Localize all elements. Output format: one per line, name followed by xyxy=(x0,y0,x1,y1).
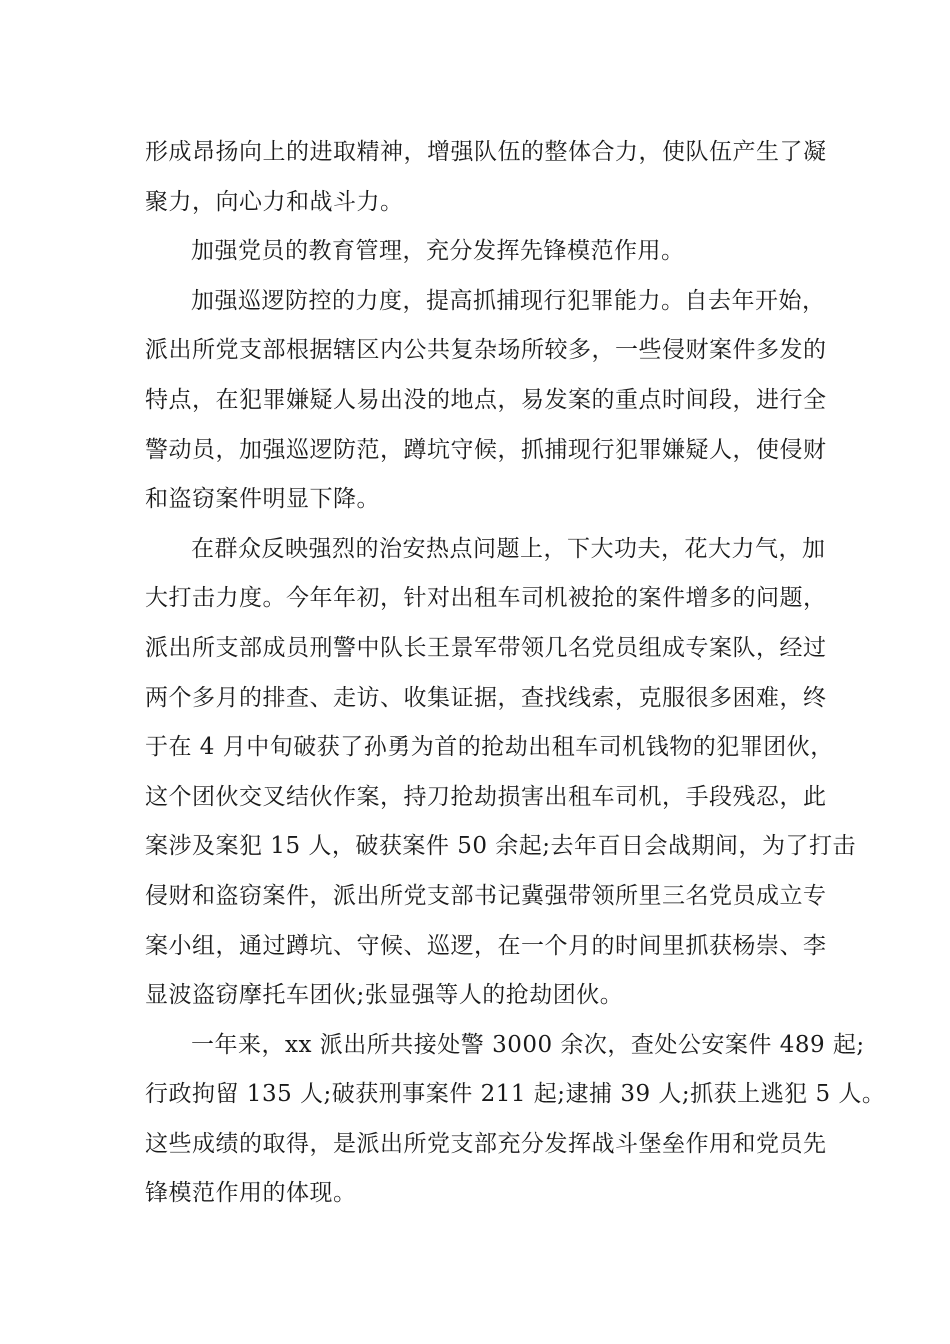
text-line: 特点，在犯罪嫌疑人易出没的地点，易发案的重点时间段，进行全 xyxy=(145,386,827,413)
document-body xyxy=(145,128,886,1219)
text-line: 显波盗窃摩托车团伙;张显强等人的抢劫团伙。 xyxy=(145,982,624,1009)
paragraph-party-education xyxy=(145,227,810,277)
text-line: 行政拘留 135 人;破获刑事案件 211 起;逮捕 39 人;抓获上逃犯 5 人。 xyxy=(145,1081,886,1108)
text-line: 派出所支部成员刑警中队长王景军带领几名党员组成专案队，经过 xyxy=(145,634,827,661)
text-line: 加强党员的教育管理，充分发挥先锋模范作用。 xyxy=(191,238,685,265)
text-line: 形成昂扬向上的进取精神，增强队伍的整体合力，使队伍产生了凝 xyxy=(145,139,827,165)
text-line: 案小组，通过蹲坑、守候、巡逻，在一个月的时间里抓获杨崇、李 xyxy=(145,932,827,959)
paragraph-patrol xyxy=(145,277,827,525)
text-line: 于在 4 月中旬破获了孙勇为首的抢劫出租车司机钱物的犯罪团伙， xyxy=(145,734,834,761)
text-line: 锋模范作用的体现。 xyxy=(145,1180,357,1207)
text-line: 一年来，xx 派出所共接处警 3000 余次，查处公安案件 489 起; xyxy=(191,1031,865,1058)
text-line: 这些成绩的取得，是派出所党支部充分发挥战斗堡垒作用和党员先 xyxy=(145,1130,827,1157)
text-line: 聚力，向心力和战斗力。 xyxy=(145,188,404,215)
text-line: 派出所党支部根据辖区内公共复杂场所较多，一些侵财案件多发的 xyxy=(145,337,827,364)
text-line: 侵财和盗窃案件，派出所党支部书记冀强带领所里三名党员成立专 xyxy=(145,882,827,909)
text-line: 案涉及案犯 15 人，破获案件 50 余起;去年百日会战期间，为了打击 xyxy=(145,833,857,860)
text-line: 警动员，加强巡逻防范，蹲坑守候，抓捕现行犯罪嫌疑人，使侵财 xyxy=(145,436,827,463)
paragraph-continuation xyxy=(145,128,827,227)
text-line: 在群众反映强烈的治安热点问题上，下大功夫，花大力气，加 xyxy=(191,535,826,562)
text-line: 大打击力度。今年年初，针对出租车司机被抢的案件增多的问题， xyxy=(145,585,827,612)
text-line: 加强巡逻防控的力度，提高抓捕现行犯罪能力。自去年开始， xyxy=(191,287,826,314)
text-line: 和盗窃案件明显下降。 xyxy=(145,486,380,513)
paragraph-crackdown xyxy=(145,525,857,1021)
text-line: 这个团伙交叉结伙作案，持刀抢劫损害出租车司机，手段残忍，此 xyxy=(145,783,827,810)
text-line: 两个多月的排查、走访、收集证据，查找线索，克服很多困难，终 xyxy=(145,684,827,711)
paragraph-annual-results xyxy=(145,1021,886,1219)
